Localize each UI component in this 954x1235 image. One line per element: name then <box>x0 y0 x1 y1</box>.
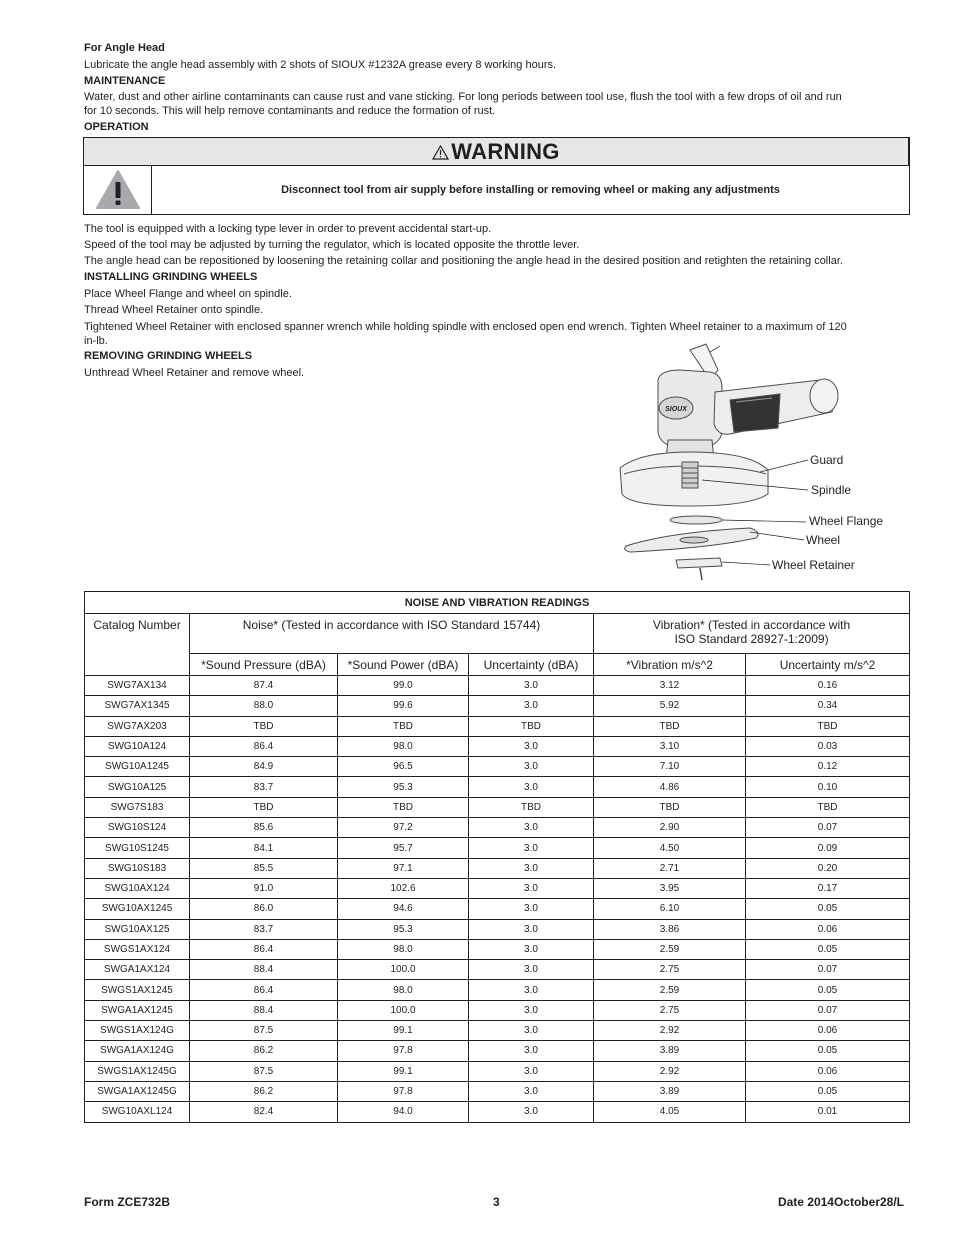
operation-line-3: The angle head can be repositioned by loosening the retaining collar and positioning the angle head in the desired position and retighten the retaining collar. <box>84 255 843 267</box>
angle-head-text: Lubricate the angle head assembly with 2 shots of SIOUX #1232A grease every 8 working hours. <box>84 59 557 71</box>
value-cell: TBD <box>190 716 338 736</box>
catalog-number-cell: SWG10S1245 <box>85 838 190 858</box>
table-row <box>85 1000 910 1020</box>
value-cell: 102.6 <box>338 878 469 898</box>
value-cell: 0.06 <box>746 1021 910 1041</box>
value-cell: 82.4 <box>190 1102 338 1122</box>
value-cell: 86.4 <box>190 736 338 756</box>
footer-form: Form ZCE732B <box>84 1195 171 1209</box>
value-cell: 95.7 <box>338 838 469 858</box>
table-row <box>85 1081 910 1101</box>
value-cell: 98.0 <box>338 980 469 1000</box>
value-cell: 86.4 <box>190 939 338 959</box>
value-cell: TBD <box>338 716 469 736</box>
value-cell: 97.1 <box>338 858 469 878</box>
warning-title: WARNING <box>451 139 560 164</box>
table-row <box>85 939 910 959</box>
value-cell: 85.5 <box>190 858 338 878</box>
value-cell: 3.0 <box>469 858 594 878</box>
table-row <box>85 716 910 736</box>
table-row <box>85 1041 910 1061</box>
value-cell: 4.86 <box>594 777 746 797</box>
value-cell: 3.0 <box>469 777 594 797</box>
warning-triangle-icon <box>432 145 449 165</box>
removing-text: Unthread Wheel Retainer and remove wheel. <box>84 367 305 379</box>
vibration-header-line2: ISO Standard 28927-1:2009) <box>674 632 829 646</box>
value-cell: 3.0 <box>469 676 594 696</box>
catalog-number-cell: SWGA1AX1245 <box>85 1000 190 1020</box>
catalog-number-cell: SWG7AX134 <box>85 676 190 696</box>
value-cell: 2.92 <box>594 1061 746 1081</box>
value-cell: 2.71 <box>594 858 746 878</box>
catalog-number-cell: SWG10AX125 <box>85 919 190 939</box>
angle-head-heading: For Angle Head <box>84 42 165 54</box>
noise-group-header: Noise* (Tested in accordance with ISO Standard 15744) <box>190 614 594 654</box>
value-cell: 99.1 <box>338 1021 469 1041</box>
value-cell: 3.0 <box>469 757 594 777</box>
value-cell: 83.7 <box>190 777 338 797</box>
sioux-logo: SIOUX <box>665 406 687 413</box>
catalog-number-cell: SWG10S183 <box>85 858 190 878</box>
catalog-number-cell: SWGS1AX1245G <box>85 1061 190 1081</box>
value-cell: 7.10 <box>594 757 746 777</box>
installing-line-3: Tightened Wheel Retainer with enclosed spanner wrench while holding spindle with enclosed open end wrench. Tighten Wheel retainer to a maximum of 120 <box>84 321 847 333</box>
value-cell: 0.12 <box>746 757 910 777</box>
value-cell: 88.4 <box>190 1000 338 1020</box>
operation-line-1: The tool is equipped with a locking type lever in order to prevent accidental start-up. <box>84 223 492 235</box>
value-cell: TBD <box>469 797 594 817</box>
value-cell: 3.0 <box>469 736 594 756</box>
label-spindle: Spindle <box>811 483 852 497</box>
value-cell: 91.0 <box>190 878 338 898</box>
catalog-number-header: Catalog Number <box>85 614 190 676</box>
value-cell: 0.06 <box>746 1061 910 1081</box>
value-cell: 0.05 <box>746 1081 910 1101</box>
label-wheel-flange: Wheel Flange <box>809 514 884 528</box>
vibration-group-header <box>594 614 910 654</box>
value-cell: 86.4 <box>190 980 338 1000</box>
table-row <box>85 797 910 817</box>
table-row <box>85 777 910 797</box>
operation-heading: OPERATION <box>84 121 149 133</box>
table-row <box>85 757 910 777</box>
value-cell: 0.01 <box>746 1102 910 1122</box>
maintenance-text-line2: for 10 seconds. This will help remove contaminants and reduce the formation of rust. <box>84 105 496 117</box>
catalog-number-cell: SWGA1AX1245G <box>85 1081 190 1101</box>
table-row <box>85 980 910 1000</box>
value-cell: 0.05 <box>746 899 910 919</box>
value-cell: 97.8 <box>338 1081 469 1101</box>
footer-date: Date 2014October28/L <box>777 1195 904 1209</box>
value-cell: 86.2 <box>190 1041 338 1061</box>
value-cell: 4.50 <box>594 838 746 858</box>
vibration-uncertainty-header: Uncertainty m/s^2 <box>746 654 910 676</box>
noise-uncertainty-header: Uncertainty (dBA) <box>469 654 594 676</box>
maintenance-heading: MAINTENANCE <box>84 75 166 87</box>
installing-heading: INSTALLING GRINDING WHEELS <box>84 271 258 283</box>
value-cell: 3.0 <box>469 1000 594 1020</box>
footer-page-number: 3 <box>493 1195 500 1209</box>
value-cell: 95.3 <box>338 919 469 939</box>
value-cell: 4.05 <box>594 1102 746 1122</box>
value-cell: 3.0 <box>469 1021 594 1041</box>
installing-line-4: in-lb. <box>84 335 108 347</box>
value-cell: 0.10 <box>746 777 910 797</box>
value-cell: 100.0 <box>338 960 469 980</box>
value-cell: 86.2 <box>190 1081 338 1101</box>
value-cell: 3.0 <box>469 696 594 716</box>
warning-message: Disconnect tool from air supply before installing or removing wheel or making any adjustments <box>281 184 780 196</box>
value-cell: 84.9 <box>190 757 338 777</box>
value-cell: 98.0 <box>338 939 469 959</box>
catalog-number-cell: SWG7AX1345 <box>85 696 190 716</box>
installing-line-2: Thread Wheel Retainer onto spindle. <box>84 304 264 316</box>
warning-header <box>84 138 910 166</box>
value-cell: 85.6 <box>190 818 338 838</box>
table-row <box>85 736 910 756</box>
value-cell: 0.20 <box>746 858 910 878</box>
table-row <box>85 1061 910 1081</box>
vibration-header-line1: Vibration* (Tested in accordance with <box>652 618 851 632</box>
table-body <box>85 676 910 1123</box>
value-cell: 3.0 <box>469 878 594 898</box>
value-cell: 0.07 <box>746 1000 910 1020</box>
value-cell: 3.89 <box>594 1081 746 1101</box>
table-row <box>85 676 910 696</box>
value-cell: 87.4 <box>190 676 338 696</box>
value-cell: 99.6 <box>338 696 469 716</box>
value-cell: 3.0 <box>469 919 594 939</box>
catalog-number-cell: SWG7S183 <box>85 797 190 817</box>
value-cell: 6.10 <box>594 899 746 919</box>
table-row <box>85 878 910 898</box>
catalog-number-cell: SWG10S124 <box>85 818 190 838</box>
catalog-number-cell: SWGS1AX124G <box>85 1021 190 1041</box>
sound-power-header: *Sound Power (dBA) <box>338 654 469 676</box>
removing-heading: REMOVING GRINDING WHEELS <box>84 350 253 362</box>
catalog-number-cell: SWGS1AX124 <box>85 939 190 959</box>
catalog-number-cell: SWG10A125 <box>85 777 190 797</box>
vibration-header: *Vibration m/s^2 <box>594 654 746 676</box>
value-cell: 94.6 <box>338 899 469 919</box>
installing-line-1: Place Wheel Flange and wheel on spindle. <box>84 288 292 300</box>
value-cell: 2.75 <box>594 1000 746 1020</box>
value-cell: 0.05 <box>746 939 910 959</box>
value-cell: 3.0 <box>469 838 594 858</box>
value-cell: 99.1 <box>338 1061 469 1081</box>
grinder-exploded-figure <box>610 340 910 590</box>
value-cell: 3.0 <box>469 939 594 959</box>
table-row <box>85 858 910 878</box>
value-cell: 3.10 <box>594 736 746 756</box>
value-cell: 3.0 <box>469 899 594 919</box>
maintenance-text-line1: Water, dust and other airline contaminants can cause rust and vane sticking. For long periods between tool use, flush the tool with a few drops of oil and run <box>84 91 842 103</box>
warning-icon-cell <box>84 166 152 214</box>
value-cell: TBD <box>594 716 746 736</box>
table-title: NOISE AND VIBRATION READINGS <box>85 592 910 614</box>
grinder-illustration <box>610 340 910 590</box>
value-cell: 0.17 <box>746 878 910 898</box>
value-cell: 98.0 <box>338 736 469 756</box>
catalog-number-cell: SWG10AXL124 <box>85 1102 190 1122</box>
value-cell: 3.0 <box>469 1061 594 1081</box>
label-guard: Guard <box>810 453 844 467</box>
value-cell: TBD <box>190 797 338 817</box>
value-cell: 0.07 <box>746 818 910 838</box>
noise-vibration-table <box>84 591 910 1123</box>
value-cell: 99.0 <box>338 676 469 696</box>
value-cell: 3.86 <box>594 919 746 939</box>
value-cell: 2.90 <box>594 818 746 838</box>
value-cell: 3.0 <box>469 960 594 980</box>
catalog-number-cell: SWGA1AX124 <box>85 960 190 980</box>
catalog-number-cell: SWG10A1245 <box>85 757 190 777</box>
value-cell: 97.8 <box>338 1041 469 1061</box>
value-cell: 84.1 <box>190 838 338 858</box>
catalog-number-cell: SWGS1AX1245 <box>85 980 190 1000</box>
label-wheel: Wheel <box>806 533 841 547</box>
warning-box <box>83 137 910 215</box>
value-cell: 3.0 <box>469 980 594 1000</box>
value-cell: TBD <box>746 797 910 817</box>
catalog-number-cell: SWG10A124 <box>85 736 190 756</box>
table-row <box>85 919 910 939</box>
label-wheel-retainer: Wheel Retainer <box>772 558 855 572</box>
value-cell: 2.92 <box>594 1021 746 1041</box>
value-cell: 2.59 <box>594 939 746 959</box>
value-cell: 3.0 <box>469 1102 594 1122</box>
catalog-number-cell: SWGA1AX124G <box>85 1041 190 1061</box>
value-cell: TBD <box>469 716 594 736</box>
value-cell: 97.2 <box>338 818 469 838</box>
catalog-number-cell: SWG7AX203 <box>85 716 190 736</box>
table-row <box>85 1102 910 1122</box>
value-cell: 0.34 <box>746 696 910 716</box>
exclamation-triangle-icon <box>84 166 152 214</box>
value-cell: 0.16 <box>746 676 910 696</box>
value-cell: 2.59 <box>594 980 746 1000</box>
value-cell: 88.0 <box>190 696 338 716</box>
table-row <box>85 818 910 838</box>
value-cell: 3.89 <box>594 1041 746 1061</box>
value-cell: 87.5 <box>190 1061 338 1081</box>
value-cell: 100.0 <box>338 1000 469 1020</box>
table-row <box>85 1021 910 1041</box>
table-row <box>85 899 910 919</box>
value-cell: 83.7 <box>190 919 338 939</box>
table-row <box>85 960 910 980</box>
table-row <box>85 696 910 716</box>
value-cell: 88.4 <box>190 960 338 980</box>
value-cell: 95.3 <box>338 777 469 797</box>
value-cell: 86.0 <box>190 899 338 919</box>
sound-pressure-header: *Sound Pressure (dBA) <box>190 654 338 676</box>
value-cell: 3.95 <box>594 878 746 898</box>
value-cell: TBD <box>338 797 469 817</box>
operation-line-2: Speed of the tool may be adjusted by turning the regulator, which is located opposite the throttle lever. <box>84 239 580 251</box>
catalog-number-cell: SWG10AX1245 <box>85 899 190 919</box>
value-cell: 3.12 <box>594 676 746 696</box>
value-cell: 0.05 <box>746 1041 910 1061</box>
value-cell: 3.0 <box>469 1081 594 1101</box>
value-cell: 0.05 <box>746 980 910 1000</box>
table-row <box>85 838 910 858</box>
value-cell: TBD <box>746 716 910 736</box>
value-cell: 0.06 <box>746 919 910 939</box>
value-cell: 3.0 <box>469 1041 594 1061</box>
value-cell: 94.0 <box>338 1102 469 1122</box>
value-cell: 87.5 <box>190 1021 338 1041</box>
value-cell: 0.07 <box>746 960 910 980</box>
value-cell: 2.75 <box>594 960 746 980</box>
value-cell: 0.03 <box>746 736 910 756</box>
value-cell: 5.92 <box>594 696 746 716</box>
value-cell: 96.5 <box>338 757 469 777</box>
value-cell: 3.0 <box>469 818 594 838</box>
value-cell: TBD <box>594 797 746 817</box>
catalog-number-cell: SWG10AX124 <box>85 878 190 898</box>
value-cell: 0.09 <box>746 838 910 858</box>
